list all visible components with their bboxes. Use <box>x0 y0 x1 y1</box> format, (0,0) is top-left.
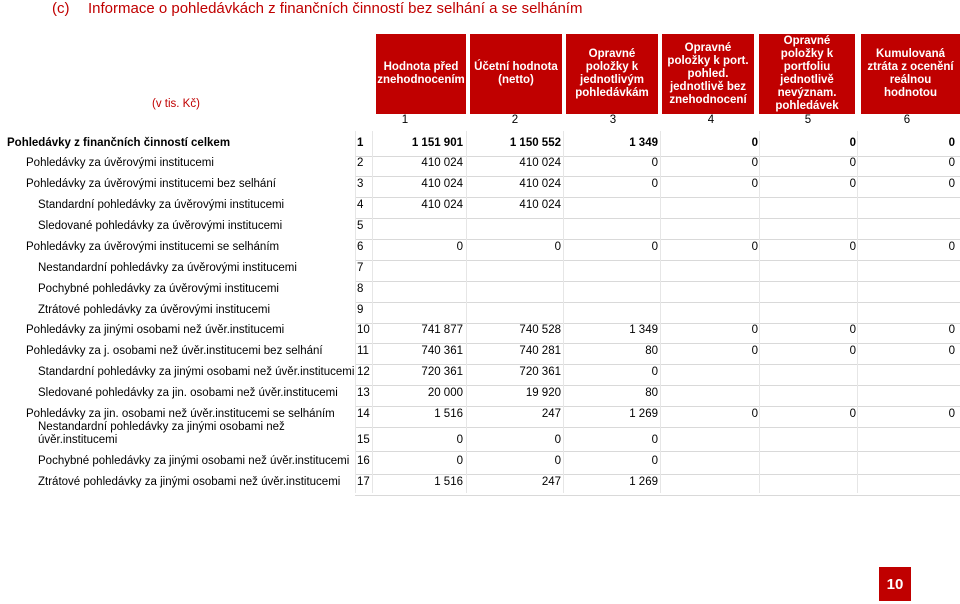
table-row <box>0 262 960 282</box>
section-title: Informace o pohledávkách z finančních činností bez selhání a se selháním <box>88 0 583 17</box>
table-row <box>0 476 960 496</box>
cell-value: 740 361 <box>421 345 463 357</box>
cell-value: 410 024 <box>519 199 561 211</box>
cell-value: 0 <box>751 178 758 190</box>
row-divider <box>355 176 960 177</box>
column-number: 1 <box>401 114 409 126</box>
cell-value: 0 <box>456 455 463 467</box>
row-divider <box>355 406 960 407</box>
row-label: Ztrátové pohledávky za úvěrovými institucemi <box>38 304 271 316</box>
cell-value: 80 <box>645 345 658 357</box>
table-row <box>0 137 960 157</box>
column-header-text: Hodnota před znehodnocením <box>377 61 465 86</box>
row-number: 16 <box>357 455 370 467</box>
cell-value: 0 <box>849 408 856 420</box>
cell-value: 410 024 <box>519 178 561 190</box>
cell-value: 19 920 <box>525 387 561 399</box>
column-header-2 <box>470 34 562 114</box>
grid-line <box>759 131 760 493</box>
grid-line <box>355 131 356 493</box>
section-label: (c) <box>52 0 70 17</box>
cell-value: 720 361 <box>519 366 561 378</box>
row-label: Sledované pohledávky za úvěrovými institucemi <box>38 220 283 232</box>
row-divider <box>355 281 960 282</box>
cell-value: 1 516 <box>434 408 463 420</box>
column-header-6 <box>861 34 960 114</box>
cell-value: 247 <box>541 476 561 488</box>
row-label: Pohledávky za úvěrovými institucemi <box>26 157 214 169</box>
cell-value: 741 877 <box>421 324 463 336</box>
cell-value: 0 <box>651 434 658 446</box>
row-divider <box>355 385 960 386</box>
row-label: Ztrátové pohledávky za jinými osobami než úvěr.institucemi <box>38 476 341 488</box>
cell-value: 740 528 <box>519 324 561 336</box>
grid-line <box>660 131 661 493</box>
table-row <box>0 199 960 219</box>
cell-value: 0 <box>849 137 856 149</box>
cell-value: 1 150 552 <box>509 137 561 149</box>
cell-value: 0 <box>849 345 856 357</box>
cell-value: 1 516 <box>434 476 463 488</box>
cell-value: 0 <box>751 241 758 253</box>
cell-value: 247 <box>541 408 561 420</box>
row-divider <box>355 474 960 475</box>
table-row <box>0 387 960 407</box>
table-row <box>0 178 960 198</box>
table-row <box>0 283 960 303</box>
row-label: Pohledávky za úvěrovými institucemi se selháním <box>26 241 280 253</box>
row-number: 12 <box>357 366 370 378</box>
table-row <box>0 304 960 324</box>
row-label: Pohledávky za jin. osobami než úvěr.institucemi se selháním <box>26 408 335 420</box>
table-row <box>0 421 960 452</box>
cell-value: 0 <box>651 241 658 253</box>
row-number: 1 <box>357 137 364 149</box>
column-header-1 <box>376 34 466 114</box>
cell-value: 1 349 <box>629 324 658 336</box>
column-number: 6 <box>903 114 911 126</box>
cell-value: 0 <box>751 157 758 169</box>
column-header-text: Opravné položky k portfoliu jednotlivě nevýznam. pohledávek <box>775 35 839 112</box>
column-header-5 <box>759 34 855 114</box>
cell-value: 0 <box>751 137 758 149</box>
unit-label: (v tis. Kč) <box>152 98 200 110</box>
grid-line <box>563 131 564 493</box>
cell-value: 0 <box>554 455 561 467</box>
row-label: Pochybné pohledávky za úvěrovými institucemi <box>38 283 279 295</box>
cell-value: 0 <box>456 241 463 253</box>
row-divider <box>355 302 960 303</box>
row-divider <box>355 197 960 198</box>
cell-value: 0 <box>751 324 758 336</box>
cell-value: 80 <box>645 387 658 399</box>
row-label: Nestandardní pohledávky za jinými osobami než úvěr.institucemi <box>38 421 285 446</box>
row-number: 15 <box>357 434 370 446</box>
column-header-text: Opravné položky k jednotlivým pohledávkám <box>575 48 649 99</box>
table-row <box>0 241 960 261</box>
row-label: Pohledávky za j. osobami než úvěr.institucemi bez selhání <box>26 345 323 357</box>
row-label: Pohledávky za úvěrovými institucemi bez selhání <box>26 178 276 190</box>
cell-value: 0 <box>456 434 463 446</box>
cell-value: 0 <box>554 241 561 253</box>
row-number: 5 <box>357 220 364 232</box>
table-row <box>0 345 960 365</box>
row-label: Sledované pohledávky za jin. osobami než úvěr.institucemi <box>38 387 338 399</box>
row-label: Pohledávky z finančních činností celkem <box>7 137 231 149</box>
cell-value: 0 <box>948 137 955 149</box>
row-divider <box>355 495 960 496</box>
row-number: 8 <box>357 283 364 295</box>
row-number: 14 <box>357 408 370 420</box>
column-header-4 <box>662 34 754 114</box>
row-number: 13 <box>357 387 370 399</box>
cell-value: 0 <box>948 178 955 190</box>
row-label: Pohledávky za jinými osobami než úvěr.institucemi <box>26 324 285 336</box>
table-row <box>0 324 960 344</box>
cell-value: 0 <box>948 157 955 169</box>
column-header-text: Kumulovaná ztráta z ocenění reálnou hodnotou <box>867 48 954 99</box>
row-label: Pochybné pohledávky za jinými osobami než úvěr.institucemi <box>38 455 350 467</box>
column-number: 4 <box>707 114 715 126</box>
cell-value: 0 <box>849 241 856 253</box>
grid-line <box>466 131 467 493</box>
cell-value: 0 <box>751 408 758 420</box>
column-number: 3 <box>609 114 617 126</box>
row-divider <box>355 239 960 240</box>
cell-value: 0 <box>948 324 955 336</box>
row-label: Standardní pohledávky za úvěrovými institucemi <box>38 199 285 211</box>
row-divider <box>355 451 960 452</box>
table-row <box>0 157 960 177</box>
cell-value: 0 <box>651 157 658 169</box>
column-header-text: Účetní hodnota (netto) <box>474 61 558 86</box>
cell-value: 0 <box>948 345 955 357</box>
row-number: 6 <box>357 241 364 253</box>
cell-value: 720 361 <box>421 366 463 378</box>
cell-value: 0 <box>554 434 561 446</box>
cell-value: 1 269 <box>629 408 658 420</box>
cell-value: 0 <box>651 455 658 467</box>
column-header-text: Opravné položky k port. pohled. jednotlivě bez znehodnocení <box>667 41 749 106</box>
row-divider <box>355 343 960 344</box>
cell-value: 410 024 <box>421 178 463 190</box>
grid-line <box>372 131 373 493</box>
cell-value: 1 151 901 <box>411 137 463 149</box>
cell-value: 0 <box>849 178 856 190</box>
table-row <box>0 366 960 386</box>
row-number: 3 <box>357 178 364 190</box>
row-number: 7 <box>357 262 364 274</box>
cell-value: 740 281 <box>519 345 561 357</box>
row-number: 9 <box>357 304 364 316</box>
row-label: Nestandardní pohledávky za úvěrovými institucemi <box>38 262 297 274</box>
table-row <box>0 455 960 475</box>
row-number: 10 <box>357 324 370 336</box>
cell-value: 0 <box>948 241 955 253</box>
grid-line <box>857 131 858 493</box>
page-number: 10 <box>879 567 911 601</box>
cell-value: 0 <box>651 366 658 378</box>
row-label: Standardní pohledávky za jinými osobami než úvěr.institucemi <box>38 366 355 378</box>
cell-value: 0 <box>651 178 658 190</box>
row-number: 4 <box>357 199 364 211</box>
column-header-3 <box>566 34 658 114</box>
row-divider <box>355 364 960 365</box>
cell-value: 0 <box>751 345 758 357</box>
row-number: 11 <box>357 345 369 357</box>
cell-value: 0 <box>849 157 856 169</box>
row-divider <box>355 218 960 219</box>
cell-value: 0 <box>948 408 955 420</box>
cell-value: 1 349 <box>629 137 658 149</box>
cell-value: 1 269 <box>629 476 658 488</box>
column-number: 2 <box>511 114 519 126</box>
cell-value: 410 024 <box>421 199 463 211</box>
table-row <box>0 220 960 240</box>
column-number: 5 <box>804 114 812 126</box>
cell-value: 410 024 <box>519 157 561 169</box>
row-number: 2 <box>357 157 364 169</box>
cell-value: 20 000 <box>427 387 463 399</box>
row-number: 17 <box>357 476 370 488</box>
cell-value: 410 024 <box>421 157 463 169</box>
row-divider <box>355 260 960 261</box>
cell-value: 0 <box>849 324 856 336</box>
